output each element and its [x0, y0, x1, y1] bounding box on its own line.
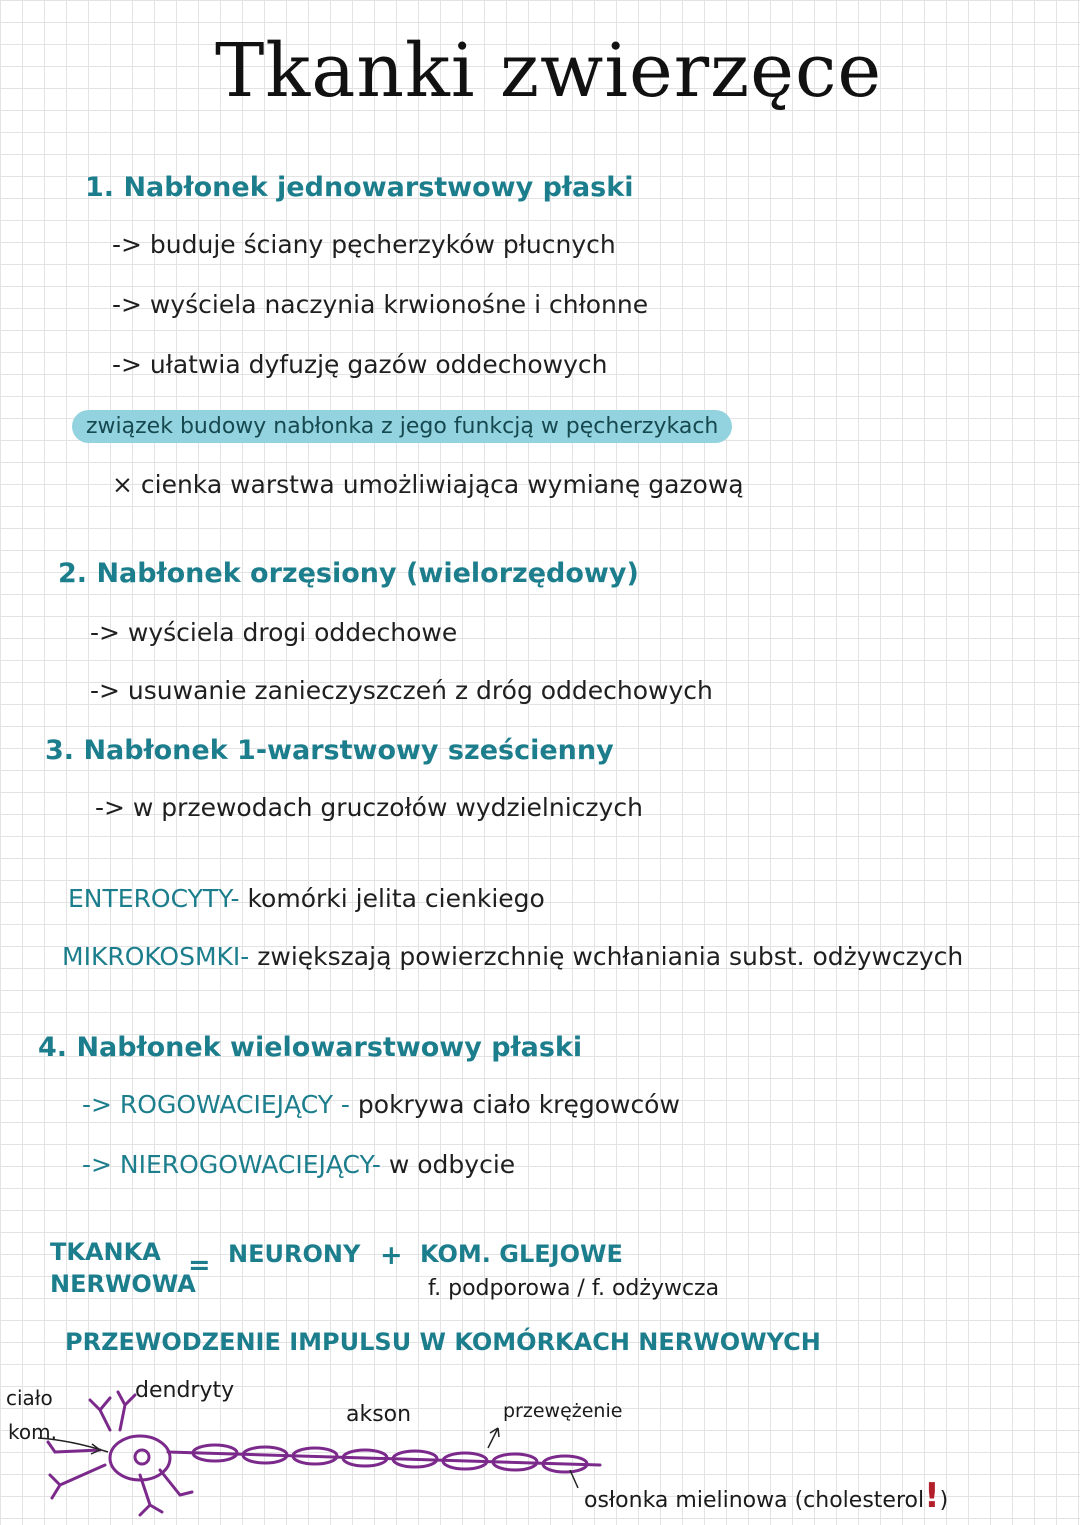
myelin-text: osłonka mielinowa — [584, 1488, 788, 1513]
section-1-note: × cienka warstwa umożliwiająca wymianę gazową — [112, 470, 744, 499]
section-1-item-3: -> ułatwia dyfuzję gazów oddechowych — [112, 350, 608, 379]
section-4-heading: 4. Nabłonek wielowarstwowy płaski — [38, 1032, 583, 1063]
section-4-text-2: w odbycie — [388, 1150, 516, 1179]
label-dendrites: dendryty — [135, 1378, 235, 1403]
page-title: Tkanki zwierzęce — [215, 28, 883, 114]
equals-sign: = — [188, 1250, 211, 1281]
section-3-heading: 3. Nabłonek 1-warstwowy sześcienny — [45, 735, 614, 766]
section-4-term-2: -> NIEROGOWACIEJĄCY- — [82, 1150, 381, 1179]
definition-term-enterocytes: ENTEROCYTY- — [68, 884, 240, 913]
label-cell-body-2: kom. — [8, 1420, 57, 1444]
cell-body — [110, 1436, 170, 1480]
neuron-diagram — [0, 1370, 1080, 1525]
dendrite-top — [90, 1392, 135, 1430]
cholesterol-text: (cholesterol — [794, 1488, 925, 1513]
section-4-term-1: -> ROGOWACIEJĄCY - — [82, 1090, 350, 1119]
section-4-item-2 — [82, 1150, 515, 1179]
label-axon: akson — [346, 1402, 412, 1427]
nervous-tissue-label-2: NERWOWA — [50, 1270, 196, 1298]
close-paren: ) — [939, 1488, 949, 1513]
section-4-item-1 — [82, 1090, 680, 1119]
nucleus — [135, 1450, 149, 1464]
nervous-tissue-label-1: TKANKA — [50, 1238, 161, 1266]
dendrite-left — [48, 1442, 105, 1498]
section-2-item-1: -> wyściela drogi oddechowe — [90, 618, 458, 647]
definition-text-microvilli: zwiększają powierzchnię wchłaniania subst. odżywczych — [257, 942, 964, 971]
section-1-heading: 1. Nabłonek jednowarstwowy płaski — [85, 172, 634, 203]
neurons-label: NEURONY — [228, 1240, 361, 1268]
definition-enterocytes — [68, 884, 545, 913]
glia-functions: f. podporowa / f. odżywcza — [428, 1276, 720, 1301]
section-2-heading: 2. Nabłonek orzęsiony (wielorzędowy) — [58, 558, 639, 589]
impulse-conduction-title: PRZEWODZENIE IMPULSU W KOMÓRKACH NERWOWYCH — [65, 1328, 821, 1356]
definition-microvilli — [62, 942, 963, 971]
label-constriction: przewężenie — [503, 1400, 623, 1422]
glia-label: KOM. GLEJOWE — [420, 1240, 623, 1268]
section-2-item-2: -> usuwanie zanieczyszczeń z dróg oddechowych — [90, 676, 713, 705]
plus-sign: + — [380, 1240, 403, 1271]
warning-exclamation: ! — [924, 1476, 940, 1516]
section-1-item-2: -> wyściela naczynia krwionośne i chłonne — [112, 290, 649, 319]
definition-text-enterocytes: komórki jelita cienkiego — [247, 884, 545, 913]
section-3-item-1: -> w przewodach gruczołów wydzielniczych — [95, 793, 643, 822]
highlight-structure-function: związek budowy nabłonka z jego funkcją w pęcherzykach — [72, 410, 732, 443]
section-4-text-1: pokrywa ciało kręgowców — [357, 1090, 680, 1119]
dendrite-bottom — [140, 1470, 192, 1515]
definition-term-microvilli: MIKROKOSMKI- — [62, 942, 250, 971]
section-1-item-1: -> buduje ściany pęcherzyków płucnych — [112, 230, 616, 259]
label-cell-body-1: ciało — [6, 1386, 53, 1410]
